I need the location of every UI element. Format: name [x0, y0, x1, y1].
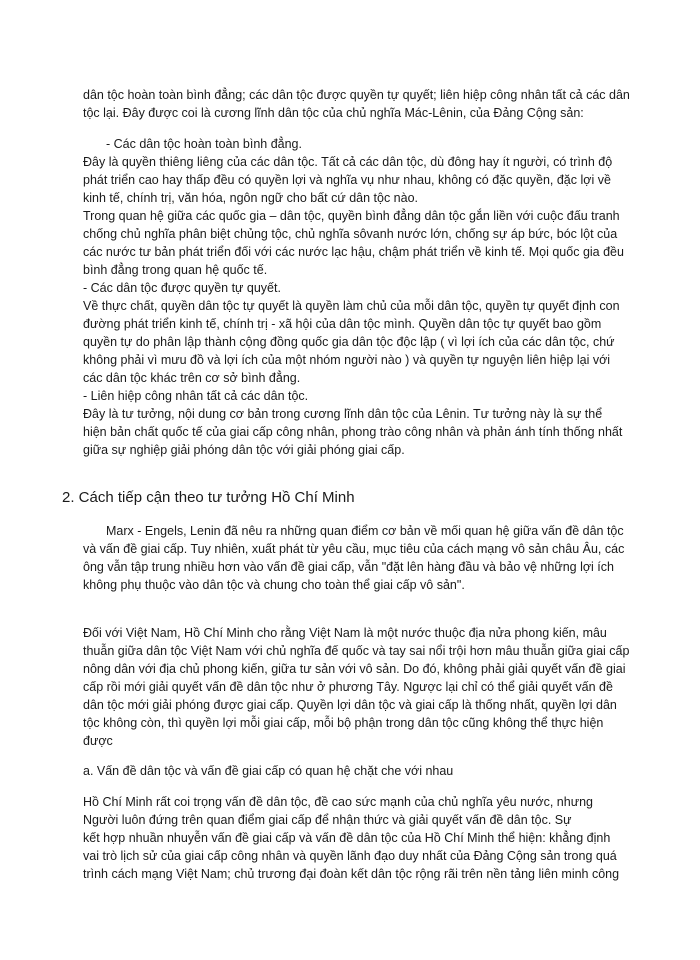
- text-line: trình cách mạng Việt Nam; chủ trương đại đoàn kết dân tộc rộng rãi trên nền tảng liên minh công: [83, 867, 620, 881]
- text-line: cấp rồi mới giải quyết vấn đề dân tộc như ở phương Tây. Ngược lại chỉ có thể giải quyết vấn đề: [83, 680, 613, 694]
- bullet-item: - Các dân tộc hoàn toàn bình đẳng.: [106, 137, 302, 151]
- text-line: Về thực chất, quyền dân tộc tự quyết là quyền làm chủ của mỗi dân tộc, quyền tự quyết định con: [83, 299, 620, 313]
- text-line: kinh tế, chính trị, văn hóa, ngôn ngữ cho bất cứ dân tộc nào.: [83, 191, 419, 205]
- text-line: không phụ thuộc vào dân tộc và chung cho toàn thể giai cấp vô sản".: [83, 578, 465, 592]
- text-line: phát triển cao hay thấp đều có quyền lợi và nghĩa vụ như nhau, không có đặc quyền, đặc lợi về: [83, 173, 611, 187]
- text-line: ông vẫn tập trung nhiều hơn vào vấn đề giai cấp, vẫn "đặt lên hàng đầu và bảo vệ những lợi ích: [83, 560, 614, 574]
- text-line: kết hợp nhuần nhuyễn vấn đề giai cấp và vấn đề dân tộc của Hồ Chí Minh thể hiện: khẳng định: [83, 831, 611, 845]
- text-line: các dân tộc khác trên cơ sở bình đẳng.: [83, 371, 301, 385]
- text-line: giữa sự nghiệp giải phóng dân tộc với giải phóng giai cấp.: [83, 443, 405, 457]
- text-line: dân tộc hoàn toàn bình đẳng; các dân tộc được quyền tự quyết; liên hiệp công nhân tất cả các dân: [83, 88, 630, 102]
- text-line: Đây là quyền thiêng liêng của các dân tộc. Tất cả các dân tộc, dù đông hay ít người, có trình độ: [83, 155, 613, 169]
- text-line: dân tộc mới giải phóng được giai cấp. Quyền lợi dân tộc và giai cấp là thống nhất, quyền lợi dân: [83, 698, 617, 712]
- text-line: bình đẳng trong quan hệ quốc tế.: [83, 263, 268, 277]
- text-line: được: [83, 734, 113, 748]
- text-line: các nước tư bản phát triển đối với các nước lạc hậu, chậm phát triển về kinh tế. Mọi quốc gia đều: [83, 245, 624, 259]
- text-line: - Các dân tộc được quyền tự quyết.: [83, 281, 281, 295]
- text-line: Trong quan hệ giữa các quốc gia – dân tộc, quyền bình đẳng dân tộc gắn liền với cuộc đấu tranh: [83, 209, 620, 223]
- text-line: nông dân với địa chủ phong kiến, giữa tư sản với vô sản. Do đó, không phải giải quyết vấn đề giai: [83, 662, 626, 676]
- text-line: chống chủ nghĩa phân biệt chủng tộc, chủ nghĩa sôvanh nước lớn, chống sự áp bức, bóc lột của: [83, 227, 618, 241]
- text-line: quyền tự do phân lập thành cộng đồng quốc gia dân tộc độc lập ( vì lợi ích của các dân tộc, chứ: [83, 335, 615, 349]
- text-line: Hồ Chí Minh rất coi trọng vấn đề dân tộc, đề cao sức mạnh của chủ nghĩa yêu nước, nhưng: [83, 795, 593, 809]
- section-heading: 2. Cách tiếp cận theo tư tưởng Hồ Chí Minh: [62, 489, 355, 506]
- text-line: Người luôn đứng trên quan điểm giai cấp để nhận thức và giải quyết vấn đề dân tộc. Sự: [83, 813, 572, 827]
- text-line: không phải vì mưu đồ và lợi ích của một nhóm người nào ) và quyền tự nguyện liên hiệp lại với: [83, 353, 611, 367]
- text-line: thuẫn giữa dân tộc Việt Nam với chủ nghĩa đế quốc và tay sai nổi trội hơn mâu thuẫn giữa giai cấp: [83, 644, 630, 658]
- text-line: vai trò lịch sử của giai cấp công nhân và quyền lãnh đạo duy nhất của Đảng Cộng sản trong quá: [83, 849, 617, 863]
- text-line: và vấn đề giai cấp. Tuy nhiên, xuất phát từ yêu cầu, mục tiêu của cách mạng vô sản châu Âu, các: [83, 542, 625, 556]
- text-line: hiện bản chất quốc tế của giai cấp công nhân, phong trào công nhân và phản ánh tính thống nhất: [83, 425, 623, 439]
- text-line: - Liên hiệp công nhân tất cả các dân tộc.: [83, 389, 309, 403]
- text-line: tộc không còn, thì quyền lợi mỗi giai cấp, mỗi bộ phận trong dân tộc cũng không thể thực hiện: [83, 716, 604, 730]
- text-line: Marx - Engels, Lenin đã nêu ra những quan điểm cơ bản về mối quan hệ giữa vấn đề dân tộc: [106, 524, 624, 538]
- text-line: đường phát triển kinh tế, chính trị - xã hội của dân tộc mình. Quyền dân tộc tự quyết bao gồm: [83, 317, 602, 331]
- text-line: tộc lại. Đây được coi là cương lĩnh dân tộc của chủ nghĩa Mác-Lênin, của Đảng Cộng sản:: [83, 106, 584, 120]
- text-line: Đây là tư tưởng, nội dung cơ bản trong cương lĩnh dân tộc của Lênin. Tư tưởng này là sự thể: [83, 407, 603, 421]
- subsection-heading: a. Vấn đề dân tộc và vấn đề giai cấp có quan hệ chặt che với nhau: [83, 764, 454, 778]
- text-line: Đối với Việt Nam, Hồ Chí Minh cho rằng Việt Nam là một nước thuộc địa nửa phong kiến, mâu: [83, 626, 607, 640]
